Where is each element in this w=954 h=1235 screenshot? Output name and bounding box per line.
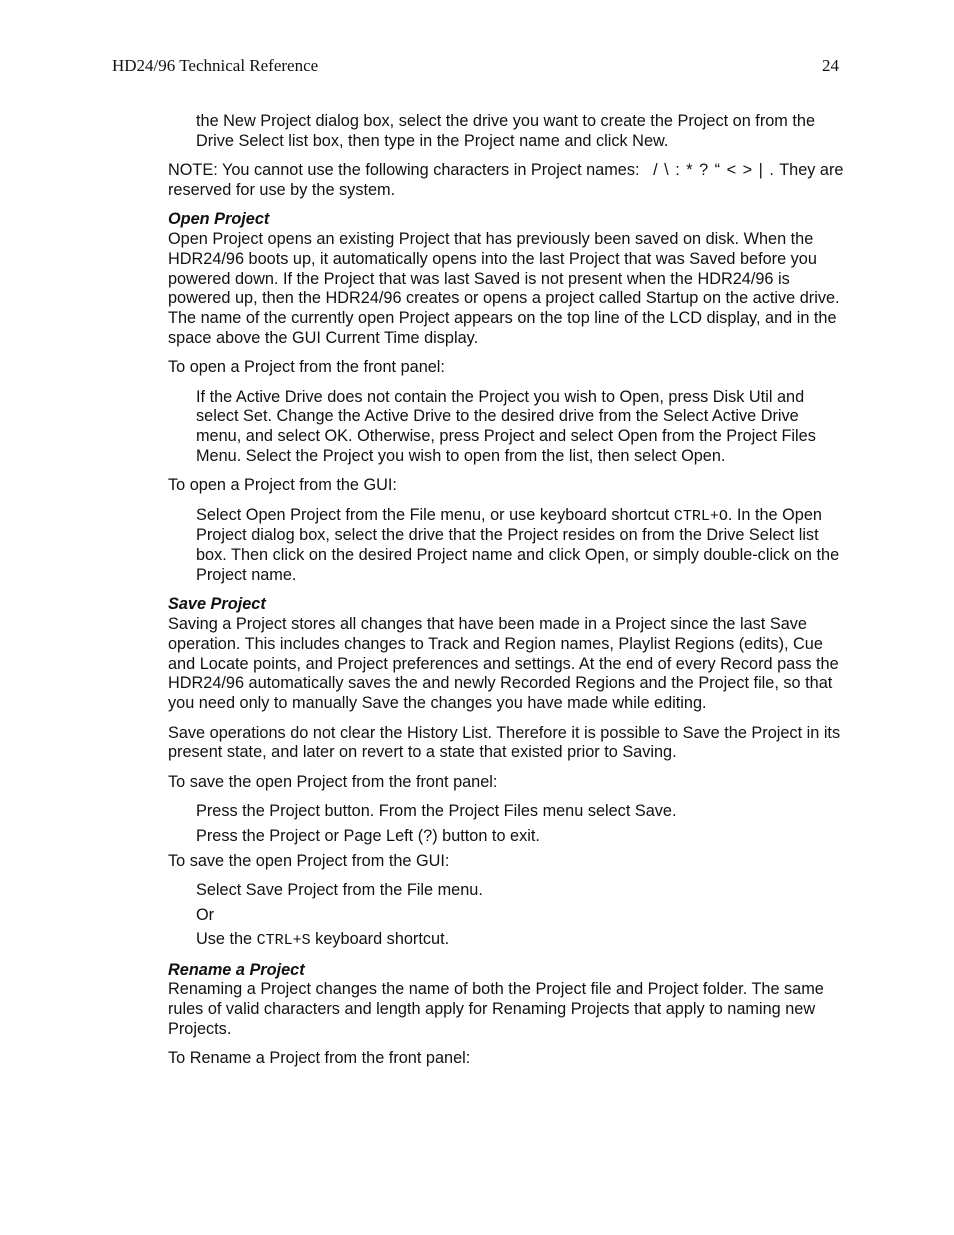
- open-gui-steps-pre: Select Open Project from the File menu, or use keyboard shortcut: [196, 505, 674, 524]
- save-gui-or: Or: [196, 905, 215, 924]
- save-shortcut: CTRL+S: [256, 932, 311, 950]
- page-header: [112, 56, 839, 78]
- page-body: [168, 112, 844, 1079]
- open-gui-steps: [196, 506, 844, 586]
- save-gui-step2-pre: Use the: [196, 930, 257, 949]
- note-suffix: They are reserved for use by the system.: [168, 161, 844, 199]
- open-front-panel-steps: If the Active Drive does not contain the Project you wish to Open, press Disk Util and select Set. Change the Active Drive to the desired drive from the Select Active Drive menu, and select OK. Otherwise, press Project and select Open from the Project Files Menu. Select the Project you wish to open from the list, then select Open.: [196, 387, 816, 465]
- save-gui-step2: [196, 930, 844, 951]
- rename-front-panel-label: To Rename a Project from the front panel:: [168, 1049, 471, 1068]
- rename-project-heading: Rename a Project: [168, 960, 305, 979]
- open-gui-label: To open a Project from the GUI:: [168, 476, 397, 495]
- save-gui-step1: Select Save Project from the File menu.: [196, 880, 483, 899]
- open-project-intro: Open Project opens an existing Project that has previously been saved on disk. When the HDR24/96 boots up, it automatically opens into the last Project that was Saved before you powered down. If the Project that was last Saved is not present when the HDR24/96 is powered up, then the HDR24/96 creates or opens a project called Startup on the active drive. The name of the currently open Project appears on the top line of the LCD display, and in the space above the GUI Current Time display.: [168, 229, 840, 347]
- new-project-continuation: the New Project dialog box, select the drive you want to create the Project on from the Drive Select list box, then type in the Project name and click New.: [196, 112, 816, 150]
- rename-project-intro: Renaming a Project changes the name of both the Project file and Project folder. The same rules of valid characters and length apply for Renaming Projects that apply to naming new Projects.: [168, 980, 824, 1039]
- project-name-note: [168, 161, 844, 201]
- page-number: 24: [822, 56, 839, 75]
- save-gui-label: To save the open Project from the GUI:: [168, 851, 450, 870]
- save-history-note: Save operations do not clear the History List. Therefore it is possible to Save the Project in its present state, and later on revert to a state that existed prior to Saving.: [168, 723, 841, 762]
- open-shortcut: CTRL+O: [673, 507, 728, 525]
- save-gui-step2-post: keyboard shortcut.: [310, 930, 450, 949]
- save-front-panel-label: To save the open Project from the front panel:: [168, 772, 498, 791]
- header-title: HD24/96 Technical Reference: [112, 56, 319, 75]
- open-project-heading: Open Project: [168, 210, 270, 229]
- reserved-characters: / \ : * ? “ < > | .: [653, 161, 775, 180]
- save-project-heading: Save Project: [168, 595, 266, 614]
- open-gui-steps-post: . In the Open Project dialog box, select the drive that the Project resides on from the Drive Select list box. Then click on the desired Project name and click Open, or simply double-click on the Project name.: [196, 505, 840, 584]
- save-front-panel-step1: Press the Project button. From the Project Files menu select Save.: [196, 801, 677, 820]
- note-prefix: NOTE: You cannot use the following characters in Project names:: [168, 161, 640, 180]
- save-project-intro: Saving a Project stores all changes that have been made in a Project since the last Save operation. This includes changes to Track and Region names, Playlist Regions (edits), Cue and Locate points, and Project preferences and settings. At the end of every Record pass the HDR24/96 automatically saves the and newly Recorded Regions and the Project file, so that you need only to manually Save the changes you have made while editing.: [168, 615, 839, 713]
- save-front-panel-step2: Press the Project or Page Left (?) button to exit.: [196, 826, 540, 845]
- open-front-panel-label: To open a Project from the front panel:: [168, 358, 445, 377]
